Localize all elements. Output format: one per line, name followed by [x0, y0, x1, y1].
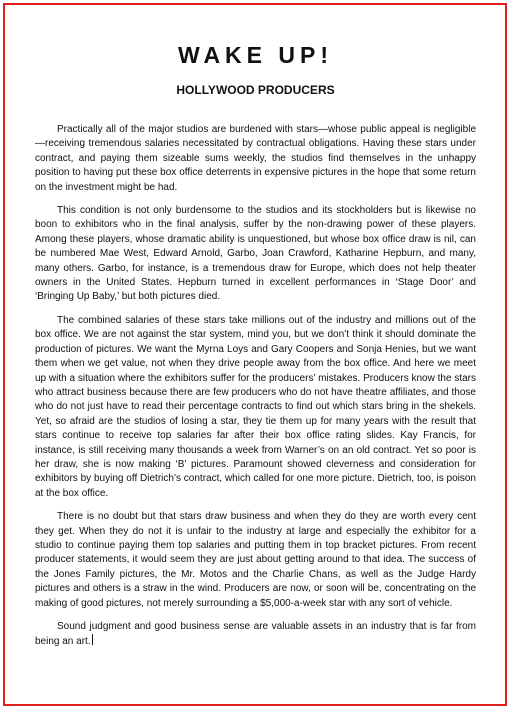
page-border — [3, 3, 507, 706]
document-title: WAKE UP! — [178, 42, 333, 68]
paragraph-4: There is no doubt but that stars draw business and when they do they are worth every cent they get. When they do not it is unfair to the industry at large and especially the exhibitor for a studio to continue paying them top salaries and putting them in top bracket pictures. From recent producer statements, it would seem they are just about getting around to that idea. The success of the Jones Family pictures, the Mr. Motos and the Charlie Chans, as well as the Judge Hardy pictures and others is a straw in the wind. Producers are now, or soon will be, concentrating on the making of good pictures, not merely surrounding a $5,000-a-week star with any sort of vehicle. — [35, 511, 476, 609]
paragraph-3: The combined salaries of these stars take millions out of the industry and millions out of the box office. We are not against the star system, mind you, but we don’t think it should dominate the production of pictures. We want the Myrna Loys and Gary Coopers and Sonja Henies, but we want them when we get value, not when they drive people away from the box office. And here we meet up with a situation where the exhibitors suffer for the producers’ mistakes. Producers know the stars who attract business because there are few producers who do not have theatre affiliates, and those who do not just have to read their percentage contracts to find out which stars bring in the shekels. Yet, so afraid are the studios of losing a star, they tie them up for many years with the result that stars continue to receive top salaries far after their box office rating slides. Kay Francis, for instance, is still receiving many thousands a week from Warner’s on an old contract. Yet so poor is her draw, she is now making ‘B’ pictures. Paramount showed cleverness and consideration for exhibitors by buying off Dietrich’s contract, which called for one more picture. Dietrich, too, is poison at the box office. — [35, 314, 476, 499]
paragraph-2: This condition is not only burdensome to the studios and its stockholders but is likewise no boon to exhibitors who in the final analysis, suffer by the non-drawing power of these players. Among these players, whose dramatic ability is unquestioned, but whose box office draw is nil, can be numbered Mae West, Edward Arnold, Garbo, Joan Crawford, Katharine Hepburn, and many, many others. Garbo, for instance, is a tremendous draw for Europe, which does not help theater owners in the United States. Hepburn turned in excellent performances in ‘Stage Door’ and ‘Bringing Up Baby,’ but both pictures died. — [35, 205, 476, 303]
text-cursor — [92, 634, 93, 645]
paragraph-5 — [35, 620, 476, 650]
paragraph-1: Practically all of the major studios are burdened with stars—whose public appeal is negligible—receiving tremendous salaries necessitated by contractual obligations. Having these stars under contract, and paying them sizeable sums weekly, the studios find themselves in the unhappy position to having put these box office deterrents in expensive pictures in the hope that some return on the investment might be had. — [35, 124, 476, 193]
paragraph-5-text: Sound judgment and good business sense are valuable assets in an industry that is far from being an art. — [35, 621, 476, 648]
document-body — [35, 27, 476, 659]
document-subtitle: HOLLYWOOD PRODUCERS — [176, 83, 335, 97]
article-text[interactable] — [35, 123, 476, 650]
